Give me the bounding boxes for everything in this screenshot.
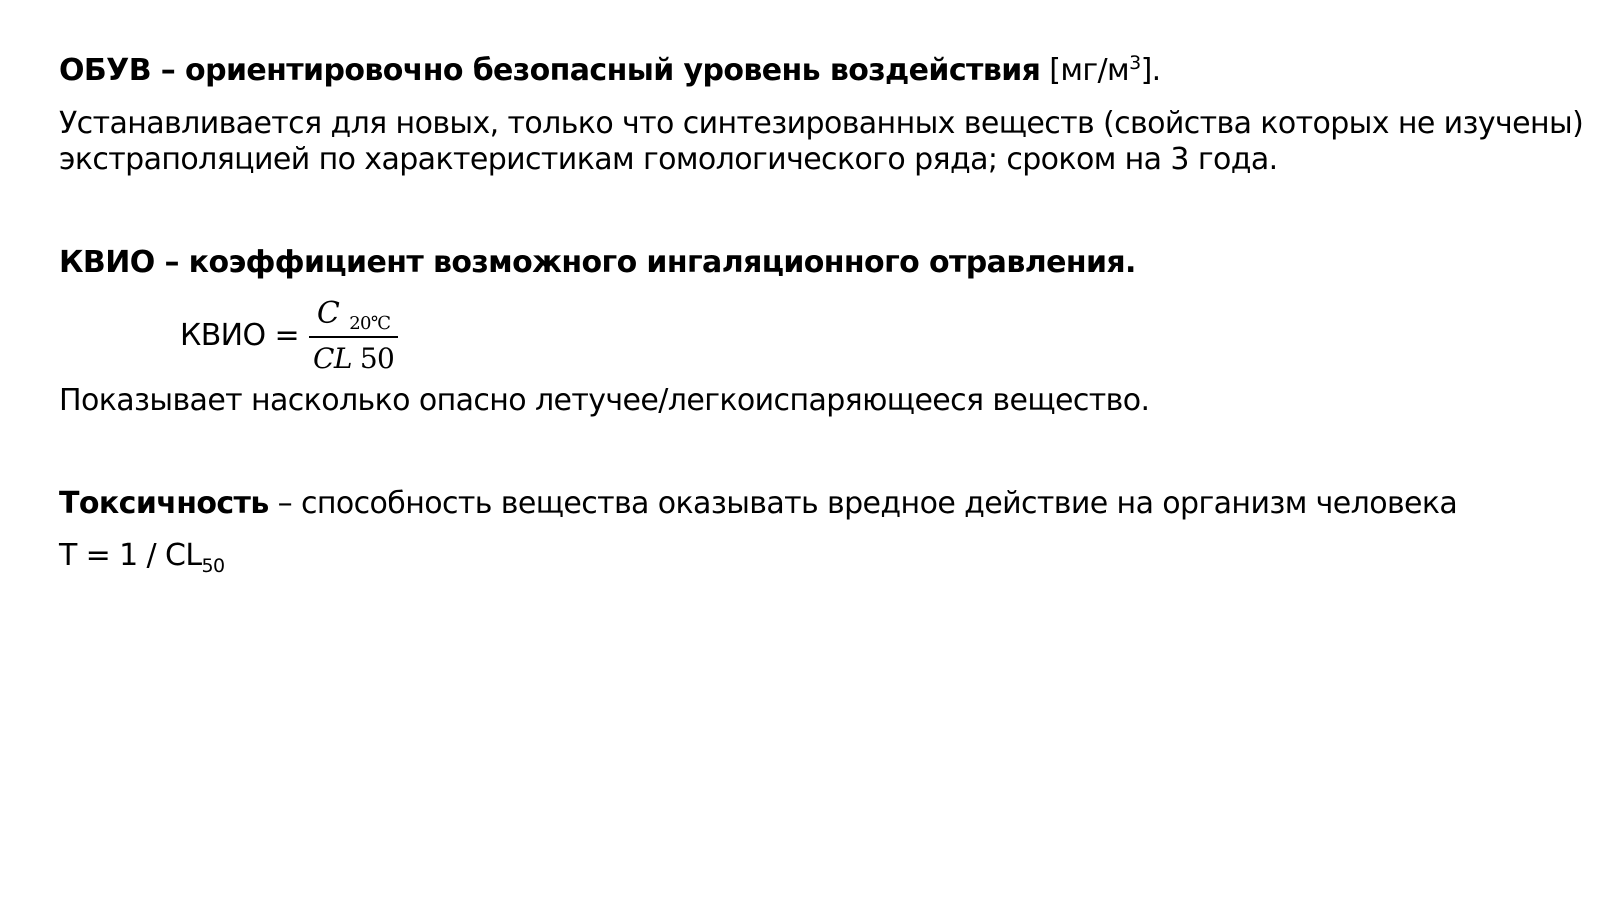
- obuv-description-line-2: экстраполяцией по характеристикам гомологического ряда; сроком на 3 года.: [59, 142, 1278, 177]
- kvio-heading: КВИО – коэффициент возможного ингаляционного отравления.: [59, 245, 1136, 280]
- obuv-unit-exponent: 3: [1129, 52, 1141, 74]
- kvio-fraction: [309, 296, 398, 375]
- kvio-denominator-variable: CL: [313, 341, 352, 375]
- kvio-formula-lhs: КВИО =: [180, 317, 300, 353]
- obuv-description-line-1: Устанавливается для новых, только что синтезированных веществ (свойства которых не изучены): [59, 106, 1584, 141]
- obuv-unit-suffix: ].: [1140, 53, 1161, 88]
- toxicity-formula-subscript: 50: [201, 555, 225, 577]
- kvio-numerator: [313, 296, 395, 336]
- toxicity-term: Токсичность: [59, 486, 269, 521]
- obuv-unit-prefix: [мг/м: [1040, 53, 1130, 88]
- toxicity-formula-main: T = 1 / CL: [59, 538, 202, 573]
- obuv-heading: [59, 53, 1161, 89]
- kvio-numerator-variable: C: [316, 295, 340, 331]
- kvio-formula: [180, 290, 398, 380]
- kvio-numerator-index: 20℃: [349, 312, 391, 334]
- kvio-description: Показывает насколько опасно летучее/легкоиспаряющееся вещество.: [59, 383, 1150, 418]
- obuv-term: ОБУВ – ориентировочно безопасный уровень воздействия: [59, 53, 1041, 88]
- toxicity-heading: [59, 486, 1457, 522]
- kvio-denominator-number: 50: [359, 341, 395, 375]
- toxicity-definition: – способность вещества оказывать вредное действие на организм человека: [268, 486, 1458, 521]
- toxicity-formula: [59, 538, 225, 577]
- kvio-denominator: [309, 338, 398, 375]
